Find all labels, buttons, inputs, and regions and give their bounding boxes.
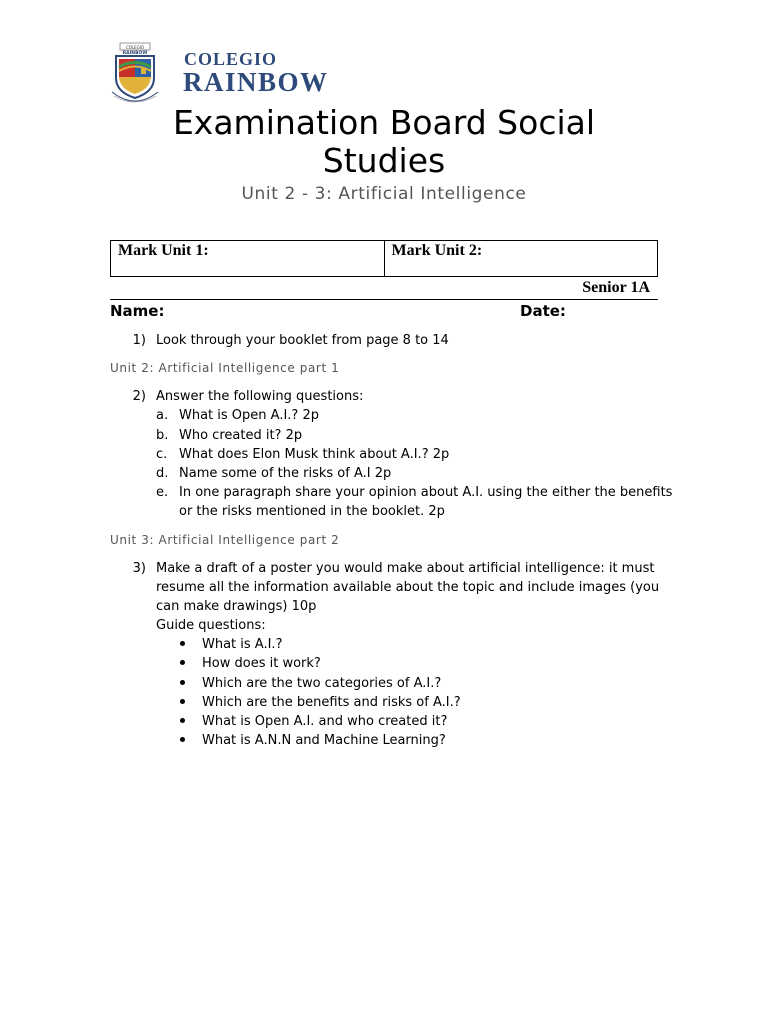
question-2-item: Who created it? 2p [179,428,303,443]
bullet-icon [180,718,185,723]
question-2-item-letter: d. [156,466,169,481]
question-2-item: What is Open A.I.? 2p [179,408,319,423]
class-label: Senior 1A [582,279,650,296]
question-2-item-continued: or the risks mentioned in the booklet. 2p [179,504,445,519]
mark-unit-2-cell[interactable]: Mark Unit 2: [384,241,658,276]
bullet-icon [180,699,185,704]
question-2-item: In one paragraph share your opinion about A.I. using the either the benefits [179,485,673,500]
page-title: Examination Board Social Studies [172,103,596,180]
section-heading-unit-2: Unit 2: Artificial Intelligence part 1 [110,361,340,375]
question-3-text: Make a draft of a poster you would make about artificial intelligence: it must [156,561,655,576]
bullet-icon [180,641,185,646]
guide-question-item: Which are the benefits and risks of A.I.? [202,695,461,710]
question-2-item-letter: c. [156,447,168,462]
logo-wordmark-big: RAINBOW [183,67,329,97]
question-2-item-letter: b. [156,428,169,443]
svg-text:RAINBOW: RAINBOW [122,51,148,56]
page-subtitle: Unit 2 - 3: Artificial Intelligence [241,184,527,204]
guide-question-item: What is A.I.? [202,637,283,652]
bullet-icon [180,737,185,742]
question-3-number: 3) [132,561,146,576]
date-label: Date: [520,302,566,320]
question-3-text: resume all the information available about the topic and include images (you [156,580,660,595]
guide-question-item: How does it work? [202,656,321,671]
guide-question-item: What is Open A.I. and who created it? [202,714,448,729]
school-crest-logo [108,42,162,106]
name-label: Name: [110,302,165,320]
question-2-item-letter: e. [156,485,169,500]
mark-unit-1-cell[interactable]: Mark Unit 1: [118,242,209,259]
bullet-icon [180,660,185,665]
guide-question-item: What is A.N.N and Machine Learning? [202,733,446,748]
question-1-text: Look through your booklet from page 8 to 14 [156,333,449,348]
question-2-item: What does Elon Musk think about A.I.? 2p [179,447,450,462]
guide-questions-label: Guide questions: [156,618,266,633]
divider-line [110,299,658,300]
question-1-number: 1) [132,333,146,348]
guide-question-item: Which are the two categories of A.I.? [202,676,442,691]
question-2-item: Name some of the risks of A.I 2p [179,466,392,481]
mark-table [110,240,658,277]
logo-wordmark-small: COLEGIO [184,49,278,69]
question-2-item-letter: a. [156,408,169,423]
question-3-text: can make drawings) 10p [156,599,317,614]
question-2-number: 2) [132,389,146,404]
svg-text:COLEGIO: COLEGIO [125,45,145,50]
question-2-text: Answer the following questions: [156,389,364,404]
section-heading-unit-3: Unit 3: Artificial Intelligence part 2 [110,533,340,547]
bullet-icon [180,680,185,685]
